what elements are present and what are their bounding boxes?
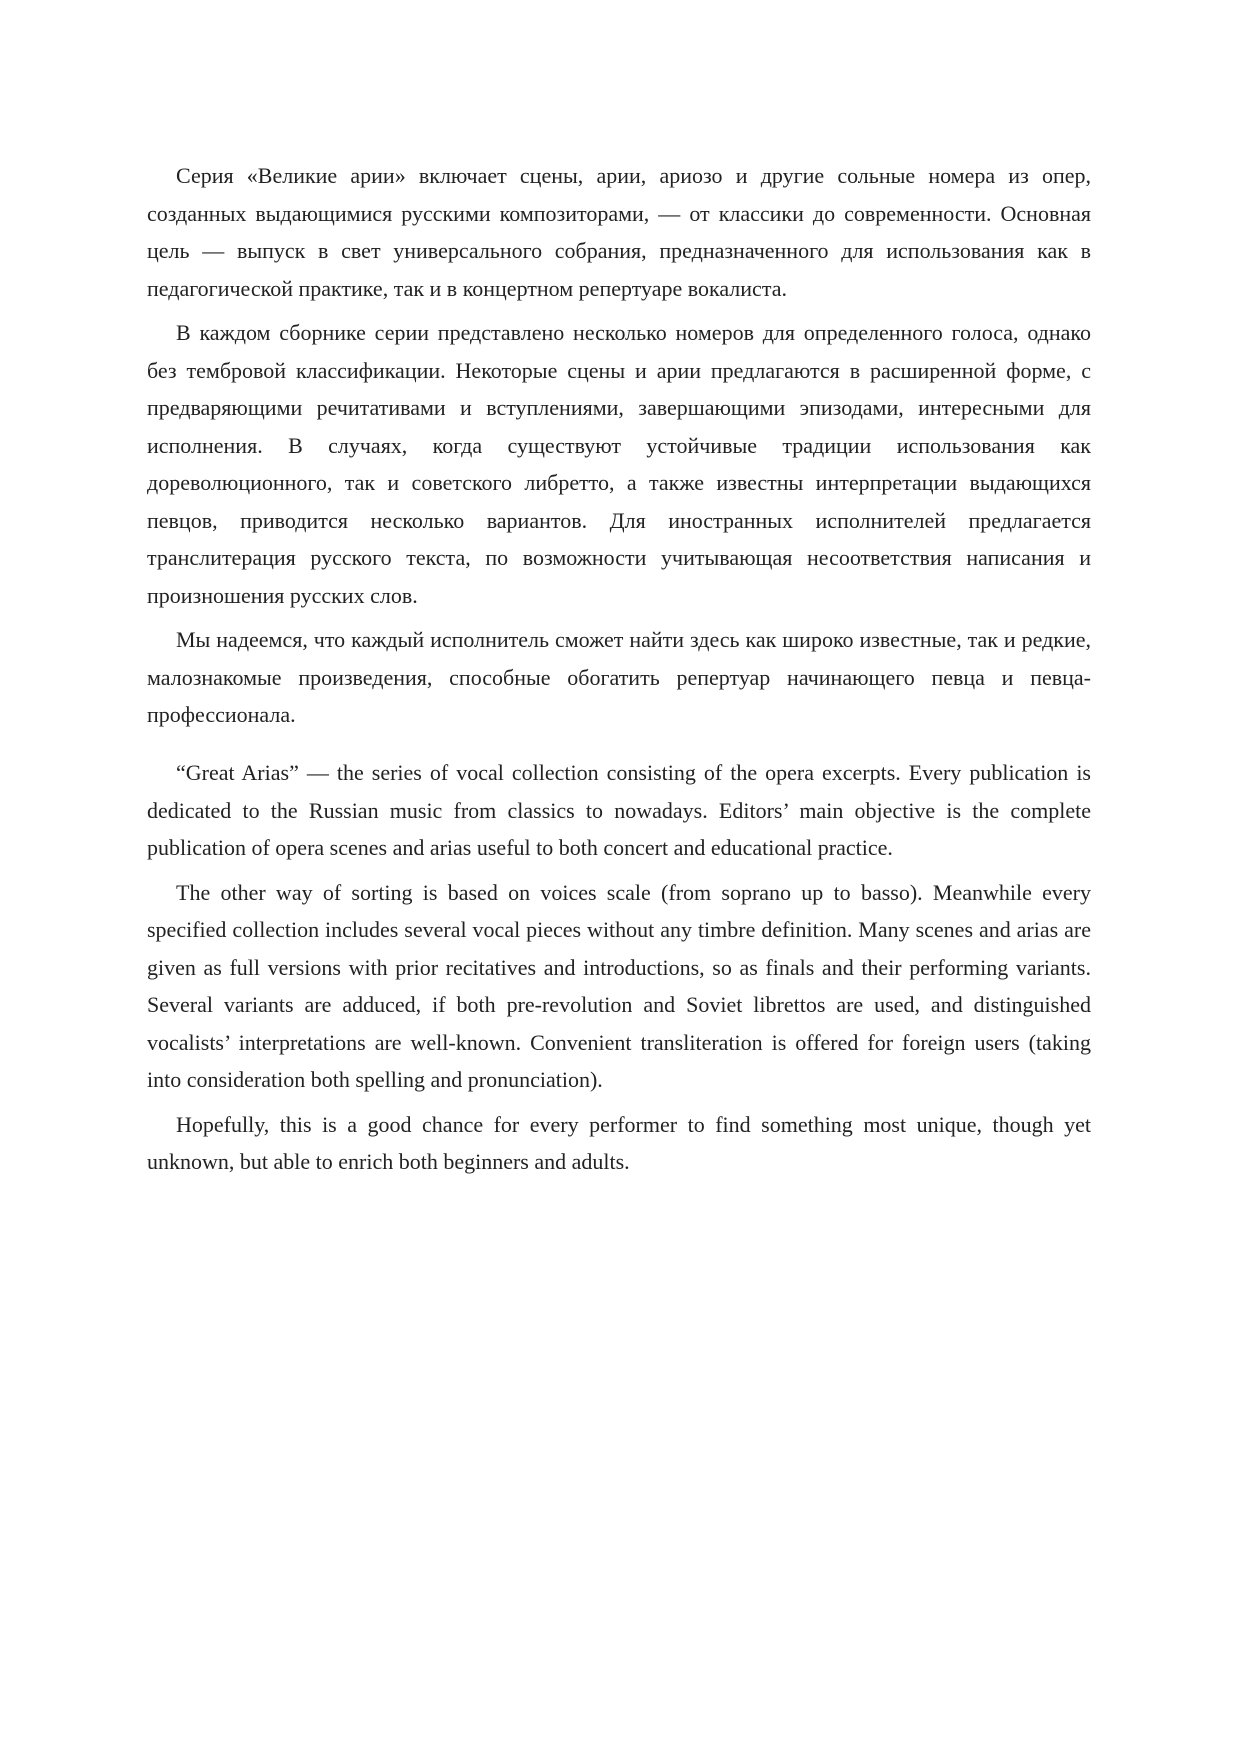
russian-intro-section bbox=[147, 157, 1091, 741]
russian-paragraph-3: Мы надеемся, что каждый исполнитель сможет найти здесь как широко известные, так и редкие, малознакомые произведения, способные обогатить репертуар начинающего певца и певца-профессионала. bbox=[147, 627, 1091, 727]
english-paragraph-2: The other way of sorting is based on voices scale (from soprano up to basso). Meanwhile every specified collection includes several vocal pieces without any timbre definition. Many scenes and arias are given as full versions with prior recitatives and introductions, so as finals and their performing variants. Several variants are adduced, if both pre-revolution and Soviet librettos are used, and distinguished vocalists’ interpretations are well-known. Convenient transliteration is offered for foreign users (taking into consideration both spelling and pronunciation). bbox=[147, 879, 1091, 1092]
english-paragraph-1: “Great Arias” — the series of vocal collection consisting of the opera excerpts. Every publication is dedicated to the Russian music from classics to nowadays. Editors’ main objective is the complete publication of opera scenes and arias useful to both concert and educational practice. bbox=[147, 760, 1091, 860]
english-intro-section bbox=[147, 754, 1091, 1188]
english-paragraph-3: Hopefully, this is a good chance for every performer to find something most unique, though yet unknown, but able to enrich both beginners and adults. bbox=[147, 1111, 1091, 1174]
russian-paragraph-2: В каждом сборнике серии представлено несколько номеров для определенного голоса, однако без тембровой классификации. Некоторые сцены и арии предлагаются в расширенной форме, с предваряющими речитативами и вступлениями, завершающими эпизодами, интересными для исполнения. В случаях, когда существуют устойчивые традиции использования как дореволюционного, так и советского либретто, а также известны интерпретации выдающихся певцов, приводится несколько вариантов. Для иностранных исполнителей предлагается транслитерация русского текста, по возможности учитывающая несоответствия написания и произношения русских слов. bbox=[147, 320, 1091, 608]
russian-paragraph-1: Серия «Великие арии» включает сцены, арии, ариозо и другие сольные номера из опер, созданных выдающимися русскими композиторами, — от классики до современности. Основная цель — выпуск в свет универсального собрания, предназначенного для использования как в педагогической практике, так и в концертном репертуаре вокалиста. bbox=[147, 163, 1091, 301]
